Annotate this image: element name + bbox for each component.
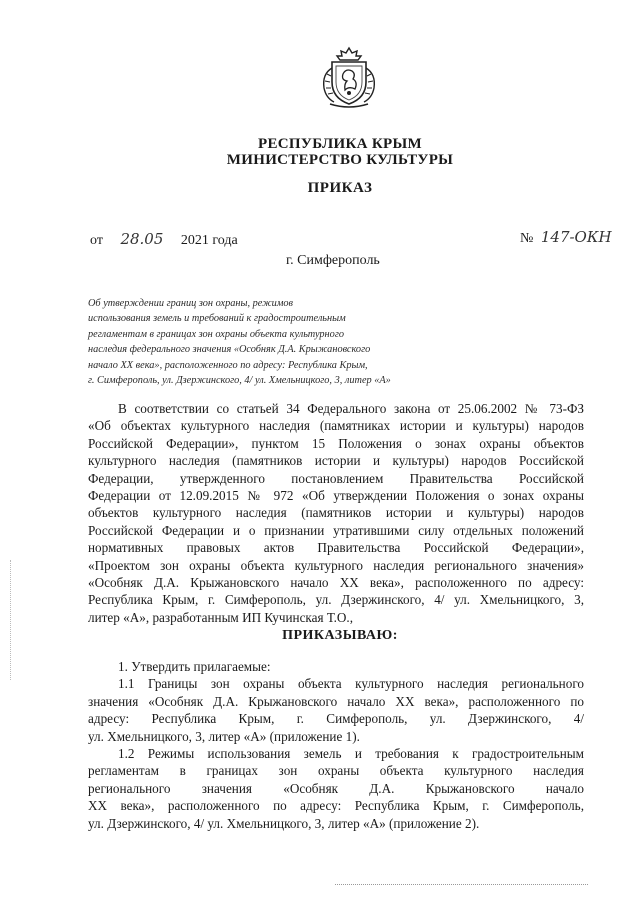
city-line: г. Симферополь	[286, 253, 380, 268]
subject-line: г. Симферополь, ул. Дзержинского, 4/ ул. Хмельницкого, 3, литер «А»	[88, 375, 391, 387]
text-line: Российской Федерации и о признании утратившими силу отдельных положений	[88, 522, 584, 538]
text-line: 1. Утвердить прилагаемые:	[118, 659, 271, 674]
handwritten-date: 28.05	[120, 230, 164, 248]
text-line: Федерации от 12.09.2015 № 972 «Об утверждении Положения о зонах охраны	[88, 488, 584, 504]
order-items	[88, 658, 584, 832]
org-ministry: МИНИСТЕРСТВО КУЛЬТУРЫ	[226, 152, 454, 168]
text-line: нормативных правовых актов Правительства Российской Федерации»,	[88, 540, 584, 556]
text-line: «Особняк Д.А. Крыжановского начало XX века», расположенного по адресу:	[88, 575, 584, 591]
date-line	[90, 230, 238, 249]
text-line: адресу: Республика Крым, г. Симферополь, ул. Дзержинского, 4/	[88, 711, 584, 727]
preamble-paragraph	[88, 400, 584, 626]
date-prefix: от	[90, 233, 103, 248]
subject-block	[88, 296, 428, 388]
order-heading: ПРИКАЗЫВАЮ:	[282, 628, 398, 643]
subject-line: наследия федерального значения «Особняк Д.А. Крыжановского	[88, 344, 371, 356]
subject-line: использования земель и требований к градостроительным	[88, 313, 346, 325]
text-line: «Об объектах культурного наследия (памятниках истории и культуры) народов	[88, 418, 584, 434]
subject-line: начало XX века», расположенного по адресу: Республика Крым,	[88, 359, 368, 371]
doc-type-title: ПРИКАЗ	[307, 180, 373, 196]
text-line: значения «Особняк Д.А. Крыжановского начало XX века», расположенного по	[88, 693, 584, 709]
text-line: 1.1 Границы зон охраны объекта культурного наследия регионального	[118, 676, 584, 692]
text-line: «Проектом зон охраны объекта культурного наследия регионального значения»	[88, 557, 584, 573]
margin-scan-marks	[10, 560, 13, 680]
year-text: 2021 года	[180, 233, 238, 248]
handwritten-number: 147-ОКН	[540, 228, 612, 246]
text-line: ул. Дзержинского, 4/ ул. Хмельницкого, 3, литер «А» (приложение 2).	[88, 815, 480, 831]
footer-divider	[335, 884, 588, 885]
subject-line: регламентам в границах зон охраны объекта культурного	[88, 328, 344, 340]
text-line: Республика Крым, г. Симферополь, ул. Дзержинского, 4/ ул. Хмельницкого, 3,	[88, 592, 584, 608]
order-number	[520, 228, 626, 247]
org-region: РЕСПУБЛИКА КРЫМ	[258, 136, 422, 152]
text-line: объектов культурного наследия (памятников истории и культуры) народов	[88, 505, 584, 521]
text-line: Федерации, утвержденного постановлением Правительства Российской	[88, 470, 584, 486]
text-line: культурного наследия (памятников истории и культуры) народов Российской	[88, 453, 584, 469]
number-prefix: №	[520, 231, 534, 246]
text-line: XX века», расположенного по адресу: Республика Крым, г. Симферополь,	[88, 798, 584, 814]
crimea-coat-of-arms-icon	[318, 44, 380, 110]
subject-line: Об утверждении границ зон охраны, режимов	[88, 298, 294, 309]
text-line: регламентам в границах зон охраны объекта культурного наследия	[88, 763, 584, 779]
text-line: ул. Хмельницкого, 3, литер «А» (приложение 1).	[88, 728, 360, 744]
text-line: 1.2 Режимы использования земель и требования к градостроительным	[118, 746, 584, 762]
text-line: регионального значения «Особняк Д.А. Крыжановского начало	[88, 780, 584, 796]
text-line: В соответствии со статьей 34 Федерального закона от 25.06.2002 № 73-ФЗ	[118, 401, 584, 416]
text-line: Российской Федерации», пунктом 15 Положения о зонах охраны объектов	[88, 435, 584, 451]
text-line: литер «А», разработанным ИП Кучинская Т.О.,	[88, 609, 353, 625]
